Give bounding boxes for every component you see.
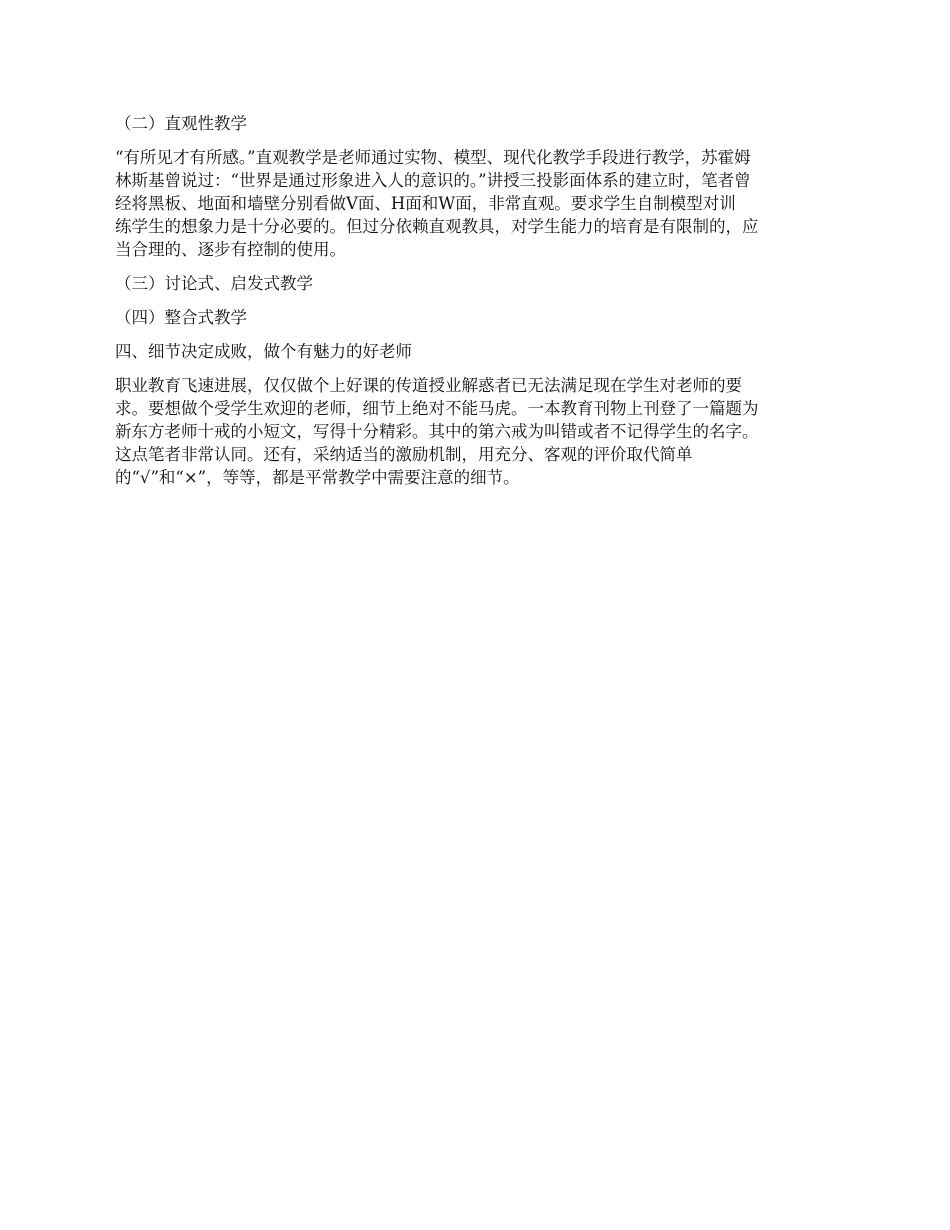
paragraph-line: 当合理的、逐步有控制的使用。	[115, 240, 346, 259]
paragraph-line: 练学生的想象力是十分必要的。但过分依赖直观教具，对学生能力的培育是有限制的，应	[115, 217, 759, 236]
paragraph-line: 新东方老师十戒的小短文，写得十分精彩。其中的第六戒为叫错或者不记得学生的名字。	[115, 422, 759, 441]
paragraph-line: “有所见才有所感。”直观教学是老师通过实物、模型、现代化教学手段进行教学，苏霍姆	[115, 148, 751, 167]
paragraph-line: 经将黑板、地面和墙壁分别看做V面、H面和W面，非常直观。要求学生自制模型对训	[115, 194, 736, 213]
subheading-discussion-teaching: （三）讨论式、启发式教学	[115, 274, 313, 293]
paragraph-line: 的“√”和“×”，等等，都是平常教学中需要注意的细节。	[115, 468, 520, 487]
subheading-integrated-teaching: （四）整合式教学	[115, 308, 247, 327]
document-page	[115, 112, 840, 500]
paragraph-line: 林斯基曾说过：“世界是通过形象进入人的意识的。”讲授三投影面体系的建立时，笔者曾	[115, 171, 751, 190]
subheading-intuitive-teaching: （二）直观性教学	[115, 114, 247, 133]
paragraph-details	[115, 374, 840, 489]
paragraph-line: 求。要想做个受学生欢迎的老师，细节上绝对不能马虎。一本教育刊物上刊登了一篇题为	[115, 399, 759, 418]
paragraph-line: 这点笔者非常认同。还有，采纳适当的激励机制，用充分、客观的评价取代简单	[115, 445, 693, 464]
section-heading-details: 四、细节决定成败，做个有魅力的好老师	[115, 342, 412, 361]
paragraph-intuitive-teaching	[115, 146, 840, 261]
paragraph-line: 职业教育飞速进展，仅仅做个上好课的传道授业解惑者已无法满足现在学生对老师的要	[115, 376, 742, 395]
